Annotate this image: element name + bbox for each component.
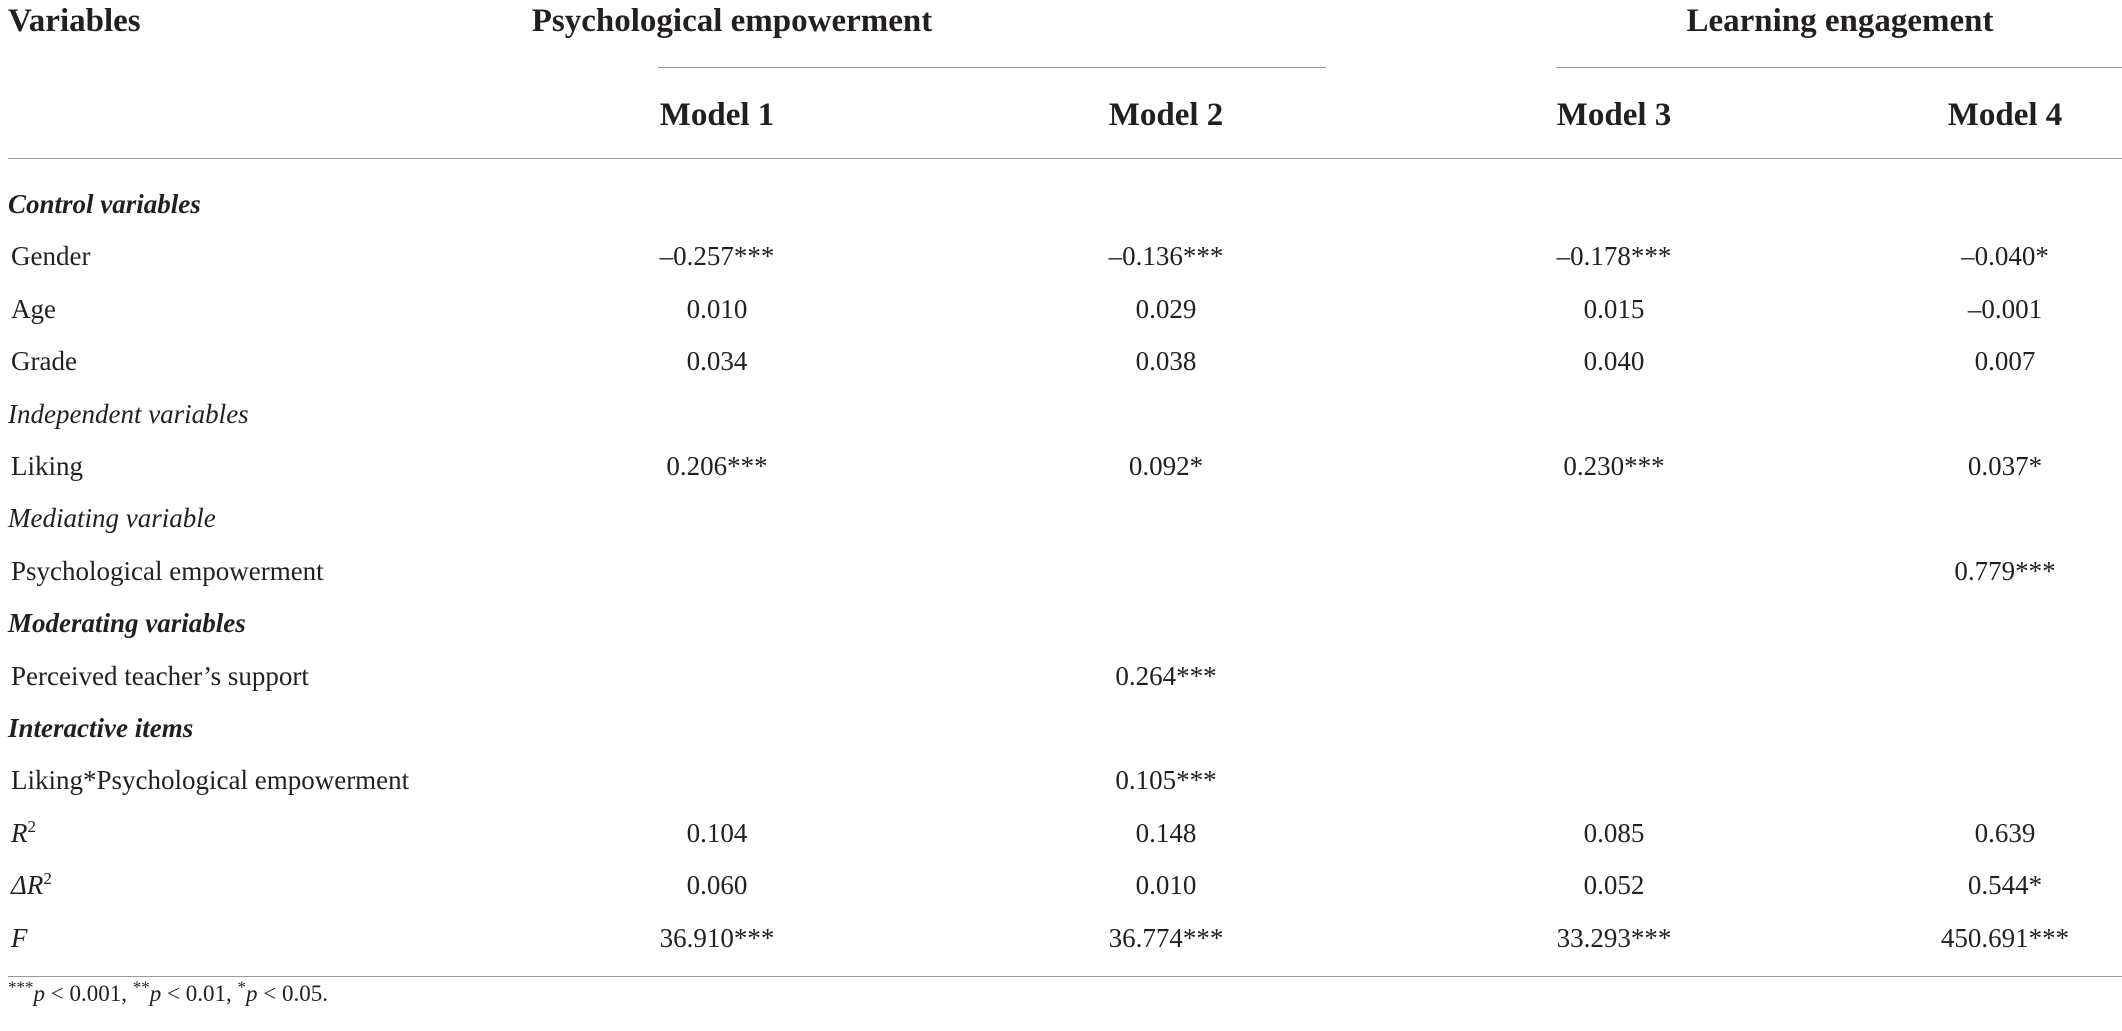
section-label (8, 178, 201, 230)
table-cell-model-1: 0.034 (686, 346, 748, 377)
table-row (0, 230, 2122, 282)
footnote-p: p (33, 981, 45, 1006)
footnote-sig-3: *** (8, 977, 34, 997)
table-cell-model-2: 0.148 (1135, 817, 1197, 848)
table-row (0, 545, 2122, 597)
header-variables: Variables (8, 3, 141, 39)
table-cell-model-1: 0.060 (686, 870, 748, 901)
row-label-text: R (11, 817, 28, 848)
table-row (0, 492, 2122, 544)
table-cell-model-2: 0.010 (1135, 870, 1197, 901)
table-row (0, 912, 2122, 964)
footnote-text: < 0.01, (161, 981, 238, 1006)
row-label-text: Perceived teacher’s support (11, 660, 309, 691)
table-cell-model-1: –0.257*** (659, 241, 775, 272)
table-cell-model-3: 0.015 (1583, 293, 1645, 324)
footnote-text: < 0.001, (45, 981, 133, 1006)
table-cell-model-4: 0.779*** (1954, 555, 2056, 586)
section-label (8, 597, 246, 649)
table-cell-model-4: 0.037* (1967, 451, 2043, 481)
table-cell-model-4: –0.040* (1961, 241, 2049, 272)
table-row (0, 388, 2122, 440)
table-cell-model-2: 0.264*** (1115, 660, 1217, 691)
row-label (11, 230, 90, 282)
row-label-text: Liking (11, 451, 83, 481)
table-row (0, 650, 2122, 702)
table-cell-model-2: 36.774*** (1108, 922, 1224, 953)
table-cell-model-3: –0.178*** (1556, 241, 1672, 272)
row-label-text: Psychological empowerment (11, 555, 324, 586)
row-label-text: Control variables (8, 189, 201, 219)
header-bottom-rule (8, 158, 2122, 159)
row-label-superscript: 2 (27, 816, 36, 836)
row-label-text: Interactive items (8, 713, 194, 743)
table-row (0, 178, 2122, 230)
header-model-2: Model 2 (1108, 97, 1224, 133)
table-row (0, 702, 2122, 754)
footnote-p: p (245, 981, 258, 1006)
row-label-text: Independent variables (8, 398, 249, 429)
table-cell-model-3: 0.230*** (1563, 451, 1665, 481)
footnote-sig-2: ** (132, 977, 150, 997)
row-label-text: F (11, 922, 28, 953)
row-label (11, 335, 77, 387)
table-cell-model-2: 0.092* (1128, 451, 1204, 481)
table-cell-model-4: 450.691*** (1940, 922, 2070, 953)
table-cell-model-4: 0.007 (1974, 346, 2036, 377)
table-row (0, 283, 2122, 335)
row-label-text: Moderating variables (8, 608, 246, 639)
table-cell-model-1: 36.910*** (659, 922, 775, 953)
header-model-3: Model 3 (1556, 97, 1672, 133)
table-row (0, 597, 2122, 649)
group1-underline (658, 67, 1326, 68)
header-group-psychological-empowerment: Psychological empowerment (531, 3, 933, 39)
header-model-1: Model 1 (659, 97, 775, 133)
table-cell-model-3: 33.293*** (1556, 922, 1672, 953)
table-cell-model-3: 0.040 (1583, 346, 1645, 377)
table-cell-model-2: 0.038 (1135, 346, 1197, 377)
row-label (11, 545, 324, 597)
row-label-text: Liking*Psychological empowerment (11, 765, 410, 796)
row-label-text: Mediating variable (8, 503, 216, 534)
row-label (11, 912, 28, 964)
group2-underline (1556, 67, 2122, 68)
table-cell-model-3: 0.085 (1583, 817, 1645, 848)
footnote-text: < 0.05. (257, 981, 328, 1006)
table-row (0, 335, 2122, 387)
row-label (11, 754, 409, 806)
row-label-text: Gender (11, 241, 91, 272)
row-label (11, 807, 36, 859)
table-cell-model-2: 0.029 (1135, 293, 1197, 324)
table-cell-model-2: 0.105*** (1115, 765, 1217, 796)
row-label (11, 440, 83, 492)
section-label (8, 388, 249, 440)
row-label (11, 859, 52, 911)
row-label (11, 283, 56, 335)
table-cell-model-1: 0.104 (686, 817, 748, 848)
row-label-superscript: 2 (43, 869, 52, 889)
table-row (0, 859, 2122, 911)
table-row (0, 754, 2122, 806)
row-label-text: Grade (11, 346, 77, 377)
table-cell-model-2: –0.136*** (1108, 241, 1224, 272)
row-label-text: ΔR (11, 870, 44, 901)
footnote-p: p (149, 981, 162, 1006)
footnote-sig-1: * (237, 977, 246, 997)
table-cell-model-1: 0.010 (686, 293, 748, 324)
section-label (8, 702, 193, 754)
footnote (8, 979, 328, 1009)
header-model-4: Model 4 (1947, 97, 2063, 133)
table-cell-model-4: 0.544* (1967, 870, 2043, 901)
row-label (11, 650, 309, 702)
table-cell-model-3: 0.052 (1583, 870, 1645, 901)
table-row (0, 440, 2122, 492)
table-cell-model-4: –0.001 (1967, 293, 2043, 324)
table-bottom-rule (8, 976, 2122, 977)
table-row (0, 807, 2122, 859)
header-group-learning-engagement: Learning engagement (1686, 3, 1994, 39)
table-cell-model-1: 0.206*** (666, 451, 768, 481)
section-label (8, 492, 216, 544)
row-label-text: Age (11, 293, 56, 324)
table-cell-model-4: 0.639 (1974, 817, 2036, 848)
